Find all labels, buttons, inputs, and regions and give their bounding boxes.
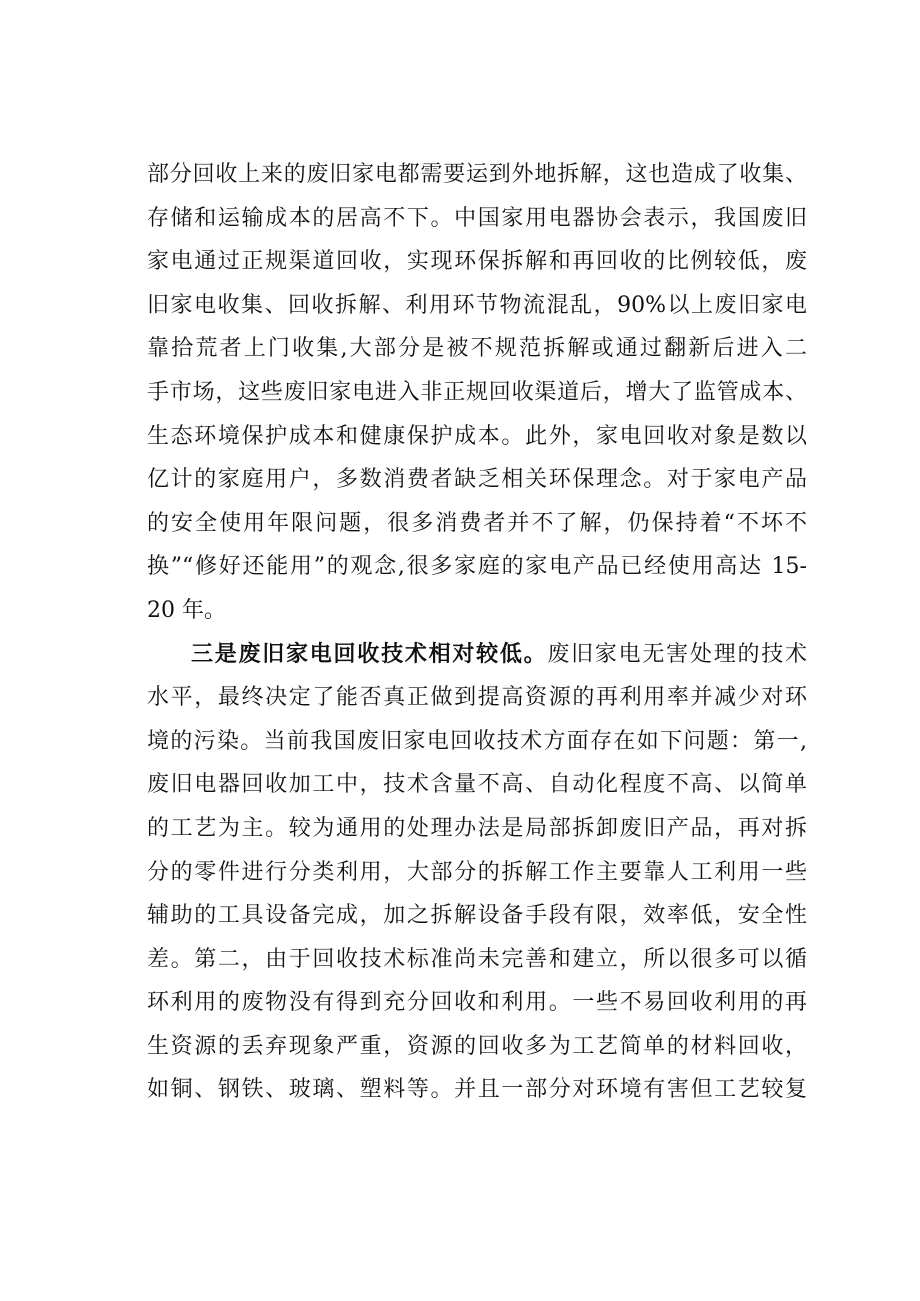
- text-line: 亿计的家庭用户，多数消费者缺乏相关环保理念。对于家电产品: [147, 467, 807, 493]
- text-line: 生资源的丢弃现象严重，资源的回收多为工艺简单的材料回收，: [147, 1033, 807, 1059]
- text-line: 水平，最终决定了能否真正做到提高资源的再利用率并减少对环: [147, 685, 807, 711]
- text-line: 靠拾荒者上门收集,大部分是被不规范拆解或通过翻新后进入二: [147, 336, 807, 362]
- text-line: 废旧电器回收加工中，技术含量不高、自动化程度不高、以简单: [147, 772, 807, 798]
- text-line: 的安全使用年限问题，很多消费者并不了解，仍保持着“不坏不: [147, 510, 807, 536]
- document-body: [147, 153, 807, 1112]
- text-line: 换”“修好还能用”的观念,很多家庭的家电产品已经使用高达 15-: [147, 554, 807, 580]
- text-line: 生态环境保护成本和健康保护成本。此外，家电回收对象是数以: [147, 423, 807, 449]
- text-line: 境的污染。当前我国废旧家电回收技术方面存在如下问题：第一,: [147, 728, 807, 754]
- text-line: 部分回收上来的废旧家电都需要运到外地拆解，这也造成了收集、: [147, 162, 807, 187]
- text-line: 辅助的工具设备完成，加之拆解设备手段有限，效率低，安全性: [147, 903, 807, 929]
- text-line-last: 20 年。: [147, 597, 226, 623]
- text-line: 手市场，这些废旧家电进入非正规回收渠道后，增大了监管成本、: [147, 379, 807, 405]
- paragraph-2-first-line-text: 废旧家电无害处理的技术: [547, 641, 807, 667]
- text-line: 旧家电收集、回收拆解、利用环节物流混乱，90%以上废旧家电: [147, 292, 807, 318]
- paragraph-1: [147, 153, 807, 633]
- text-line: 存储和运输成本的居高不下。中国家用电器协会表示，我国废旧: [147, 205, 807, 231]
- text-line: 差。第二，由于回收技术标准尚未完善和建立，所以很多可以循: [147, 946, 807, 972]
- text-line: 如铜、钢铁、玻璃、塑料等。并且一部分对环境有害但工艺较复: [147, 1077, 807, 1103]
- text-line: 的工艺为主。较为通用的处理办法是局部拆卸废旧产品，再对拆: [147, 815, 807, 841]
- text-line: 分的零件进行分类利用，大部分的拆解工作主要靠人工利用一些: [147, 859, 807, 885]
- text-line: 环利用的废物没有得到充分回收和利用。一些不易回收利用的再: [147, 990, 807, 1016]
- text-line: 家电通过正规渠道回收，实现环保拆解和再回收的比例较低，废: [147, 249, 807, 275]
- paragraph-heading: 三是废旧家电回收技术相对较低。: [191, 640, 548, 667]
- paragraph-2-first-line: [147, 633, 807, 677]
- paragraph-2: [147, 633, 807, 1113]
